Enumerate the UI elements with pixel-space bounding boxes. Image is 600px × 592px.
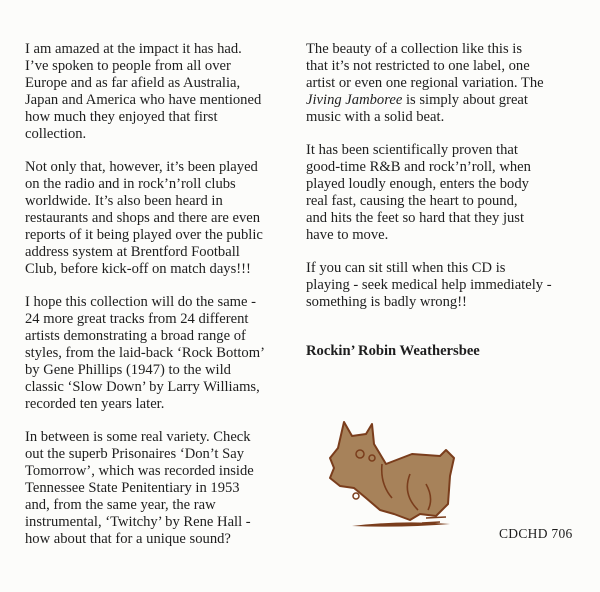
- text-line: have to move.: [306, 227, 389, 243]
- left-paragraph-4: [25, 429, 254, 548]
- text-line: address system at Brentford Football: [25, 244, 240, 260]
- running-dog-illustration: [322, 414, 462, 529]
- text-line: collection.: [25, 126, 87, 142]
- left-paragraph-2: [25, 159, 263, 278]
- right-paragraph-2: [306, 142, 531, 244]
- text-line: Japan and America who have mentioned: [25, 92, 262, 108]
- text-line: music with a solid beat.: [306, 109, 445, 125]
- text-line: If you can sit still when this CD is: [306, 260, 506, 276]
- text-line: how about that for a unique sound?: [25, 531, 231, 547]
- text-line: Tennessee State Penitentiary in 1953: [25, 480, 240, 496]
- text-line: restaurants and shops and there are even: [25, 210, 261, 226]
- signature: Rockin’ Robin Weathersbee: [306, 343, 480, 359]
- text-line: something is badly wrong!!: [306, 294, 467, 310]
- text-line: It has been scientifically proven that: [306, 142, 518, 158]
- text-line: [306, 92, 544, 109]
- text-line: 24 more great tracks from 24 different: [25, 311, 249, 327]
- text-line: instrumental, ‘Twitchy’ by Rene Hall -: [25, 514, 251, 530]
- text-line: good-time R&B and rock’n’roll, when: [306, 159, 531, 175]
- text-line: classic ‘Slow Down’ by Larry Williams,: [25, 379, 260, 395]
- text-line: recorded ten years later.: [25, 396, 165, 412]
- right-paragraph-3: [306, 260, 552, 311]
- text-line: Europe and as far afield as Australia,: [25, 75, 241, 91]
- text-line: Not only that, however, it’s been played: [25, 159, 258, 175]
- text-line: styles, from the laid-back ‘Rock Bottom’: [25, 345, 265, 361]
- text-line: I am amazed at the impact it has had.: [25, 41, 242, 57]
- text-line: by Gene Phillips (1947) to the wild: [25, 362, 231, 378]
- text-line: played loudly enough, enters the body: [306, 176, 529, 192]
- text-line: I hope this collection will do the same -: [25, 294, 257, 310]
- text-line: and, from the same year, the raw: [25, 497, 216, 513]
- right-paragraph-1: [306, 41, 544, 126]
- text-line: and hits the feet so hard that they just: [306, 210, 525, 226]
- left-paragraph-1: [25, 41, 261, 143]
- text-line: out the superb Prisonaires ‘Don’t Say: [25, 446, 245, 462]
- text-line: reports of it being played over the public: [25, 227, 263, 243]
- text-line: how much they enjoyed that first: [25, 109, 218, 125]
- text: is simply about great: [402, 92, 528, 108]
- text-line: Tomorrow’, which was recorded inside: [25, 463, 254, 479]
- catalogue-number: CDCHD 706: [499, 526, 573, 541]
- text-line: The beauty of a collection like this is: [306, 41, 523, 57]
- left-paragraph-3: [25, 294, 265, 413]
- text-line: artist or even one regional variation. The: [306, 75, 544, 91]
- text-line: In between is some real variety. Check: [25, 429, 251, 445]
- text-line: that it’s not restricted to one label, one: [306, 58, 530, 74]
- text-line: real fast, causing the heart to pound,: [306, 193, 518, 209]
- text-line: artists demonstrating a broad range of: [25, 328, 246, 344]
- text-line: worldwide. It’s also been heard in: [25, 193, 223, 209]
- text-line: I’ve spoken to people from all over: [25, 58, 231, 74]
- album-title: Jiving Jamboree: [306, 92, 403, 108]
- text-line: playing - seek medical help immediately -: [306, 277, 552, 293]
- text-line: on the radio and in rock’n’roll clubs: [25, 176, 236, 192]
- text-line: Club, before kick-off on match days!!!: [25, 261, 251, 277]
